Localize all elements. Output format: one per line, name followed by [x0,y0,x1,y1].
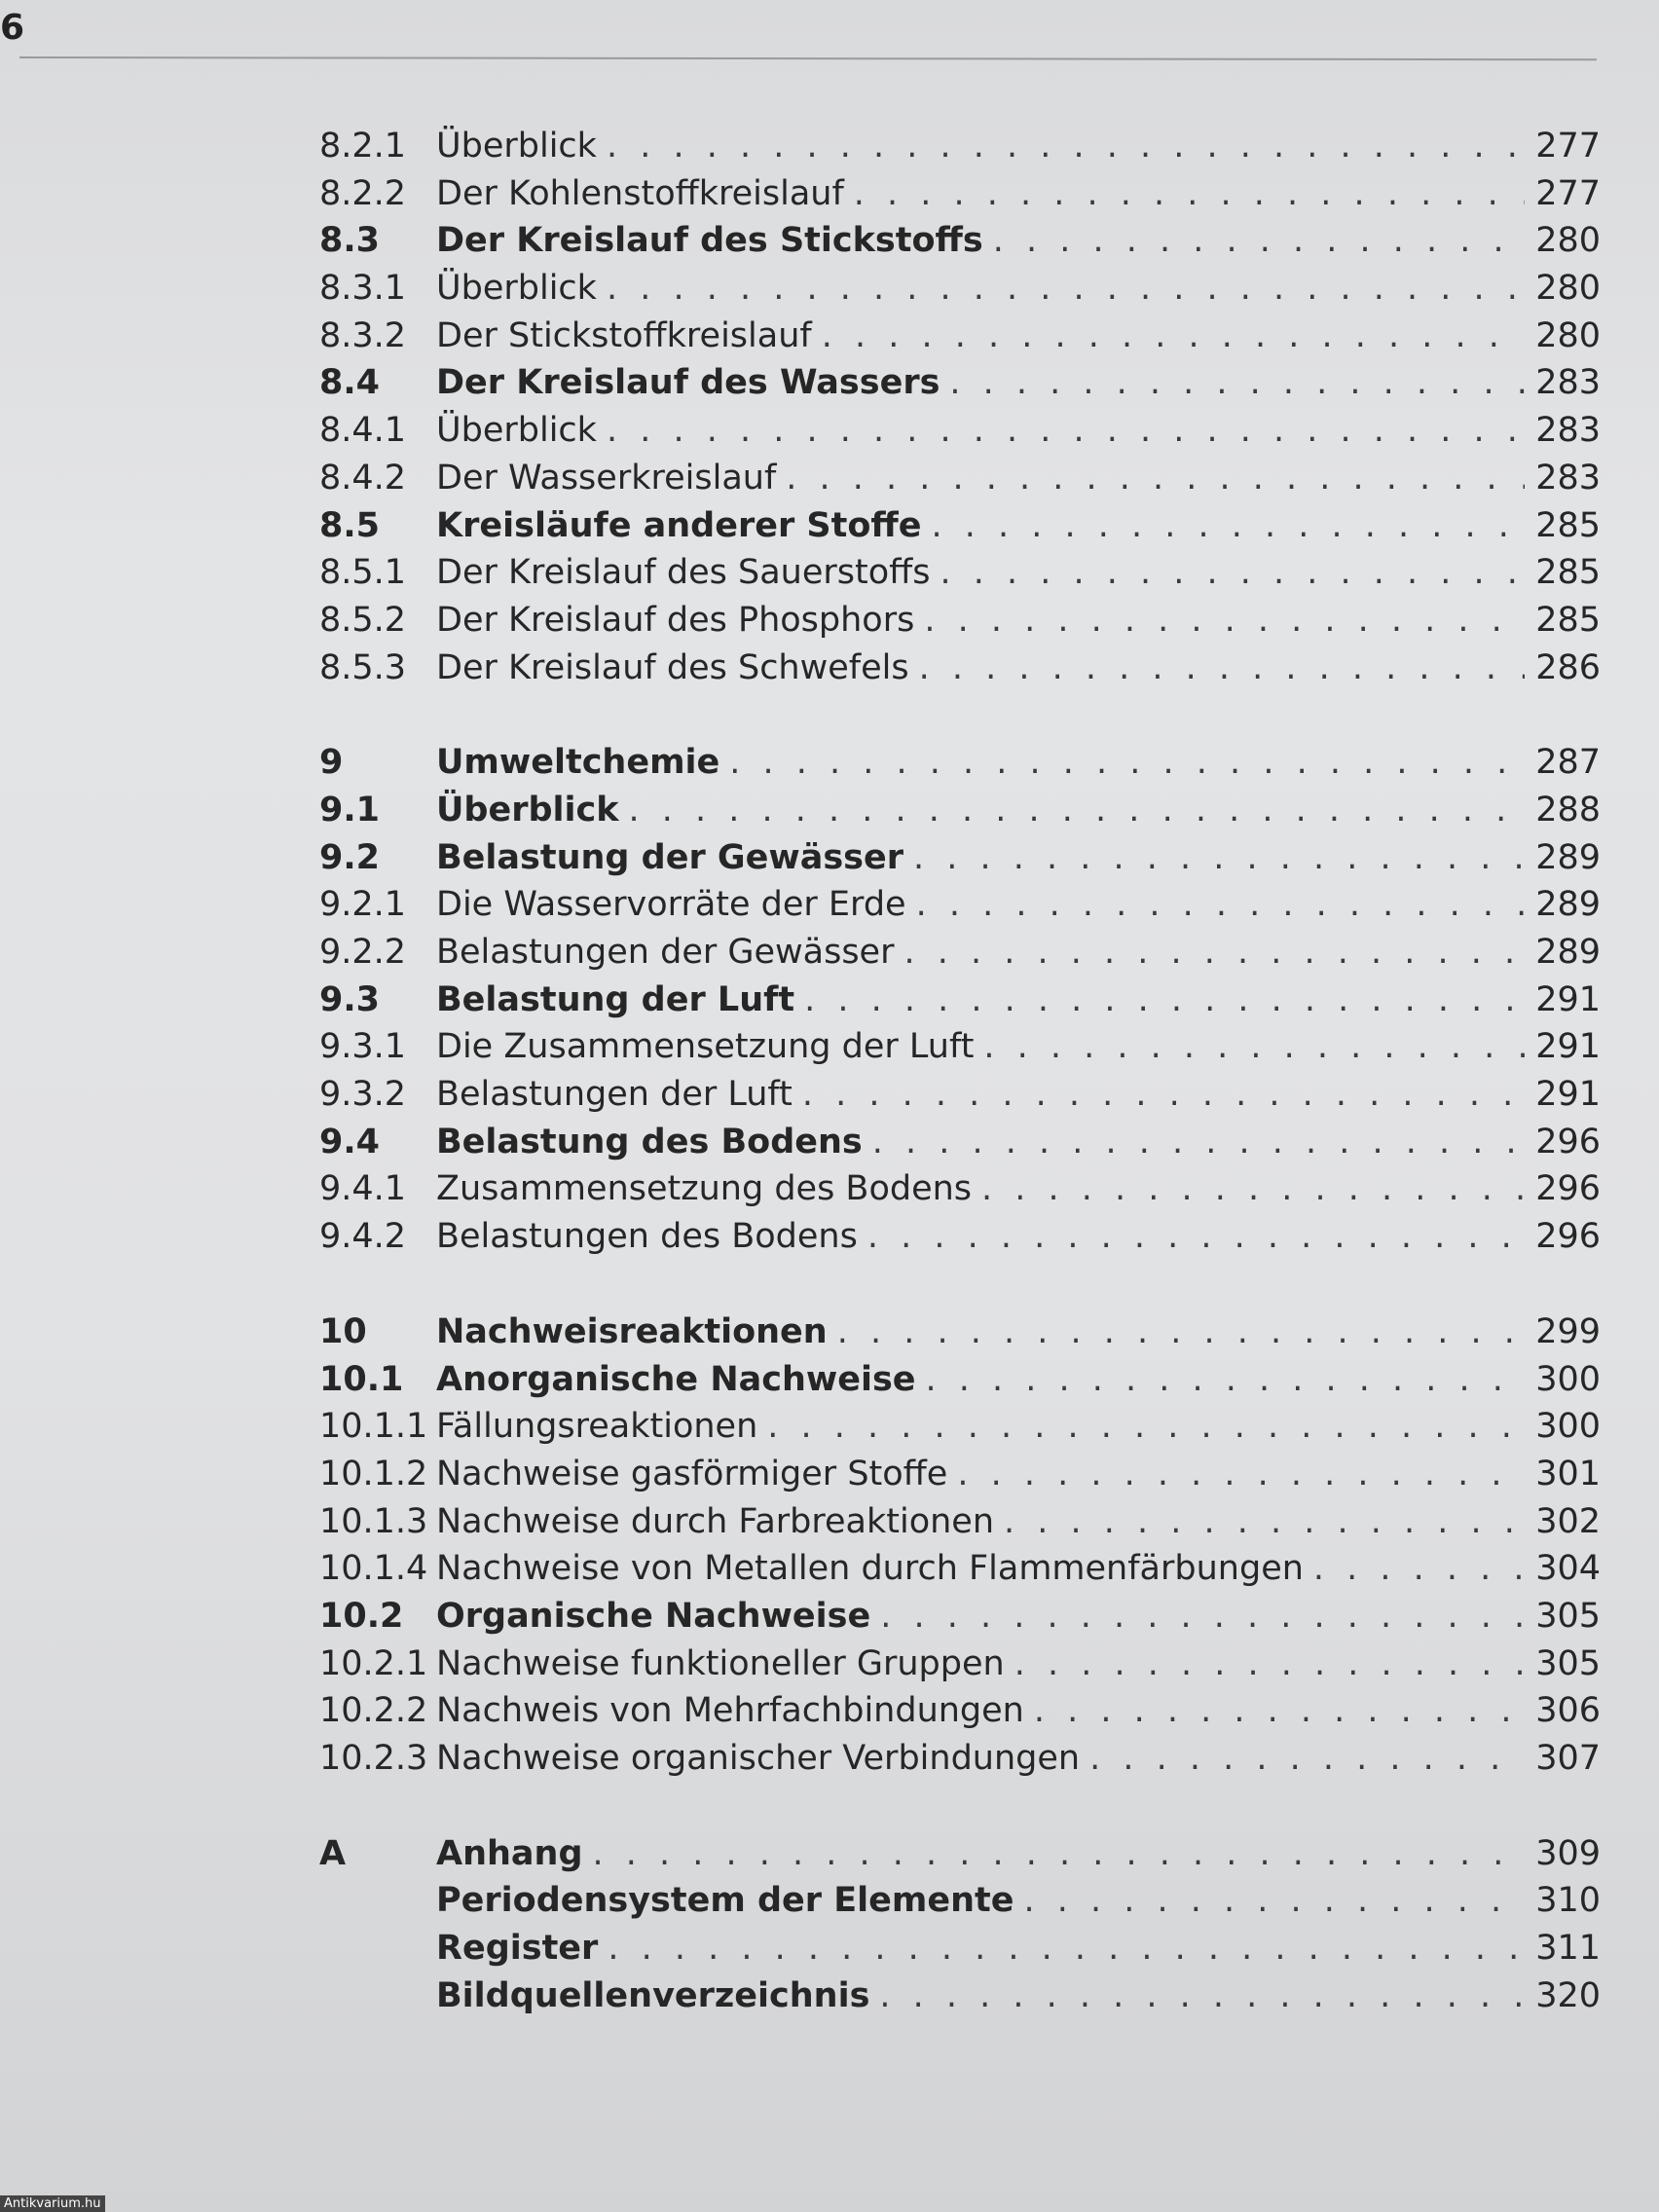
dot-leader [867,1213,1525,1261]
dot-leader [1313,1545,1525,1593]
dot-leader [957,1451,1525,1498]
toc-entry-title: Nachweise gasförmiger Stoffe [436,1454,948,1493]
dot-leader [802,1071,1525,1119]
toc-entry-number: 8.3.1 [319,269,407,309]
toc-entry-page: 307 [1535,1739,1601,1778]
toc-entry[interactable] [319,1165,1601,1213]
toc-entry[interactable] [319,1593,1601,1641]
watermark: Antikvarium.hu [0,2195,105,2212]
toc-entry-title: Überblick [436,127,597,166]
toc-entry-title: Nachweise organischer Verbindungen [436,1739,1081,1778]
toc-entry-number: 8.5.2 [319,600,407,640]
toc-entry-number: 8.5.3 [319,647,407,687]
toc-entry[interactable] [319,1735,1601,1783]
toc-entry-number: 10.2 [319,1596,404,1636]
toc-entry[interactable] [319,834,1601,882]
toc-entry-number: 8.3.2 [319,315,407,355]
toc-entry[interactable] [319,1213,1601,1261]
toc-entry-number: 10.2.2 [319,1691,428,1731]
toc-entry-title: Der Kreislauf des Sauerstoffs [436,553,931,593]
toc-entry[interactable] [319,645,1601,692]
toc-entry-title: Die Zusammensetzung der Luft [436,1027,975,1067]
toc-entry-title: Der Kreislauf des Stickstoffs [436,221,983,261]
toc-entry-number: 9.3.1 [319,1027,407,1067]
toc-entry-title: Nachweise funktioneller Gruppen [436,1643,1005,1683]
dot-leader [872,1119,1525,1166]
toc-entry-page: 283 [1535,363,1601,403]
toc-entry-title: Zusammensetzung des Bodens [436,1169,973,1209]
toc-entry-page: 277 [1535,127,1601,166]
toc-entry[interactable] [319,929,1601,977]
toc-entry-page: 296 [1535,1169,1601,1209]
toc-entry[interactable] [319,123,1601,170]
dot-leader [729,739,1525,787]
page-number: 6 [0,8,25,48]
toc-entry-page: 301 [1535,1454,1601,1493]
toc-entry-page: 280 [1535,315,1601,355]
dot-leader [880,1593,1525,1641]
dot-leader [1034,1687,1525,1735]
toc-entry-page: 310 [1535,1881,1601,1921]
toc-entry-page: 305 [1535,1596,1601,1636]
toc-entry[interactable] [319,1309,1601,1356]
toc-entry-number: 10.1.3 [319,1501,428,1541]
dot-leader [983,1023,1525,1071]
toc-entry-page: 287 [1535,743,1601,783]
toc-entry-number: 8.3 [319,221,381,261]
toc-entry-title: Der Kreislauf des Schwefels [436,647,909,687]
toc-entry-number: 8.4.2 [319,458,407,498]
toc-entry[interactable] [319,977,1601,1024]
toc-entry-page: 289 [1535,933,1601,972]
dot-leader [1089,1735,1525,1783]
toc-entry[interactable] [319,407,1601,455]
toc-entry-title: Nachweis von Mehrfachbindungen [436,1691,1024,1731]
toc-entry-page: 289 [1535,885,1601,925]
toc-section [319,123,1601,691]
toc-section [319,1830,1601,2020]
toc-entry-page: 291 [1535,1075,1601,1115]
toc-entry-title: Der Stickstoffkreislauf [436,315,812,355]
dot-leader [786,455,1525,502]
toc-entry[interactable] [319,597,1601,645]
section-gap [319,691,1601,739]
dot-leader [608,1925,1525,1972]
toc-entry-page: 280 [1535,269,1601,309]
toc-entry-page: 296 [1535,1217,1601,1257]
toc-entry[interactable] [319,359,1601,407]
dot-leader [931,502,1525,550]
toc-entry-number: 9.2 [319,837,381,877]
dot-leader [981,1165,1525,1213]
dot-leader [804,977,1525,1024]
toc-entry-title: Überblick [436,411,597,451]
toc-entry-page: 304 [1535,1549,1601,1589]
dot-leader [924,597,1525,645]
toc-entry-title: Der Kreislauf des Wassers [436,363,940,403]
toc-entry[interactable] [319,1071,1601,1119]
dot-leader [837,1309,1525,1356]
toc-entry[interactable] [319,1119,1601,1166]
header-rule [19,56,1597,60]
toc-section [319,739,1601,1261]
toc-entry[interactable] [319,1545,1601,1593]
toc-entry-page: 305 [1535,1643,1601,1683]
toc-entry-page: 311 [1535,1929,1601,1969]
toc-entry-title: Kreisläufe anderer Stoffe [436,505,922,545]
toc-entry-number: A [319,1833,347,1873]
toc-entry-number: 9 [319,743,344,783]
toc-entry-title: Anhang [436,1833,583,1873]
dot-leader [903,929,1525,977]
toc-entry-title: Belastungen des Bodens [436,1217,858,1257]
toc-entry-title: Organische Nachweise [436,1596,871,1636]
toc-entry-page: 280 [1535,221,1601,261]
toc-entry-page: 320 [1535,1975,1601,2015]
toc-entry-number: 9.2.2 [319,933,407,972]
toc-entry-number: 8.2.2 [319,173,407,213]
toc-entry-page: 285 [1535,505,1601,545]
toc-entry[interactable] [319,1830,1601,1878]
dot-leader [607,265,1525,313]
toc-entry-page: 309 [1535,1833,1601,1873]
toc-entry-page: 288 [1535,790,1601,830]
toc-entry-title: Umweltchemie [436,743,720,783]
toc-entry-page: 291 [1535,1027,1601,1067]
dot-leader [916,881,1525,929]
section-gap [319,1261,1601,1309]
toc-entry-title: Fällungsreaktionen [436,1407,758,1447]
toc-entry[interactable] [319,265,1601,313]
toc-entry-page: 296 [1535,1122,1601,1161]
toc-entry-number: 8.5 [319,505,381,545]
toc-entry-title: Überblick [436,269,597,309]
toc-entry-number: 10.1.2 [319,1454,428,1493]
dot-leader [1023,1877,1525,1925]
toc-entry-title: Periodensystem der Elemente [436,1881,1014,1921]
dot-leader [940,549,1525,597]
toc-entry-page: 277 [1535,173,1601,213]
toc-entry-page: 286 [1535,647,1601,687]
toc-entry-number: 9.3 [319,979,381,1019]
toc-entry-title: Nachweisreaktionen [436,1311,828,1351]
dot-leader [593,1830,1525,1878]
toc-entry-number: 10.1 [319,1359,404,1399]
toc-section [319,1309,1601,1783]
toc-entry-title: Belastungen der Luft [436,1075,793,1115]
toc-entry-number: 10.2.3 [319,1739,428,1778]
dot-leader [607,407,1525,455]
toc-entry-number: 9.4.1 [319,1169,407,1209]
toc-entry[interactable] [319,1641,1601,1688]
dot-leader [926,1356,1525,1404]
toc-entry-title: Nachweise durch Farbreaktionen [436,1501,995,1541]
toc-entry[interactable] [319,1972,1601,2020]
toc-entry-number: 8.4 [319,363,381,403]
dot-leader [1004,1498,1525,1546]
toc-entry-page: 285 [1535,553,1601,593]
toc-entry-number: 8.4.1 [319,411,407,451]
toc-entry[interactable] [319,1877,1601,1925]
toc-entry-number: 10.1.4 [319,1549,428,1589]
toc-entry-page: 289 [1535,837,1601,877]
dot-leader [629,787,1525,834]
toc-entry-page: 285 [1535,600,1601,640]
dot-leader [767,1403,1525,1451]
section-gap [319,1783,1601,1830]
toc-entry-page: 302 [1535,1501,1601,1541]
toc-entry-page: 299 [1535,1311,1601,1351]
dot-leader [993,217,1525,265]
toc-entry-title: Belastung des Bodens [436,1122,863,1161]
toc-entry-page: 300 [1535,1359,1601,1399]
toc-entry[interactable] [319,217,1601,265]
toc-entry-title: Der Wasserkreislauf [436,458,777,498]
toc-entry[interactable] [319,1356,1601,1404]
toc-entry-title: Anorganische Nachweise [436,1359,916,1399]
toc-entry[interactable] [319,1498,1601,1546]
toc-entry-number: 10 [319,1311,367,1351]
toc-entry[interactable] [319,313,1601,360]
toc-entry-number: 9.1 [319,790,381,830]
dot-leader [822,313,1525,360]
toc-entry-page: 300 [1535,1407,1601,1447]
toc-entry-title: Die Wasservorräte der Erde [436,885,906,925]
dot-leader [1014,1641,1525,1688]
table-of-contents [319,123,1601,2019]
toc-entry-number: 8.2.1 [319,127,407,166]
toc-entry-title: Bildquellenverzeichnis [436,1975,870,2015]
dot-leader [913,834,1525,882]
toc-entry[interactable] [319,502,1601,550]
toc-entry-title: Belastungen der Gewässer [436,933,895,972]
toc-entry[interactable] [319,1687,1601,1735]
toc-entry-number: 10.1.1 [319,1407,428,1447]
toc-entry-page: 283 [1535,458,1601,498]
toc-entry[interactable] [319,170,1601,218]
toc-entry[interactable] [319,881,1601,929]
toc-entry-number: 8.5.1 [319,553,407,593]
toc-entry-number: 9.4 [319,1122,381,1161]
dot-leader [919,645,1525,692]
toc-entry[interactable] [319,787,1601,834]
dot-leader [879,1972,1525,2020]
toc-entry-title: Der Kreislauf des Phosphors [436,600,915,640]
dot-leader [607,123,1525,170]
toc-entry-number: 10.2.1 [319,1643,428,1683]
toc-entry-page: 291 [1535,979,1601,1019]
toc-entry[interactable] [319,455,1601,502]
toc-entry-title: Der Kohlenstoffkreislauf [436,173,844,213]
toc-entry-title: Belastung der Gewässer [436,837,903,877]
toc-entry-title: Register [436,1929,599,1969]
toc-entry[interactable] [319,1451,1601,1498]
toc-entry-page: 283 [1535,411,1601,451]
toc-entry-title: Überblick [436,790,619,830]
toc-entry[interactable] [319,739,1601,787]
toc-entry-page: 306 [1535,1691,1601,1731]
toc-entry-number: 9.3.2 [319,1075,407,1115]
toc-entry[interactable] [319,1023,1601,1071]
toc-entry-number: 9.4.2 [319,1217,407,1257]
dot-leader [854,170,1525,218]
toc-entry-title: Belastung der Luft [436,979,795,1019]
toc-entry[interactable] [319,1403,1601,1451]
toc-entry-number: 9.2.1 [319,885,407,925]
dot-leader [949,359,1525,407]
toc-entry[interactable] [319,1925,1601,1972]
toc-entry-title: Nachweise von Metallen durch Flammenfärbungen [436,1549,1304,1589]
toc-entry[interactable] [319,549,1601,597]
